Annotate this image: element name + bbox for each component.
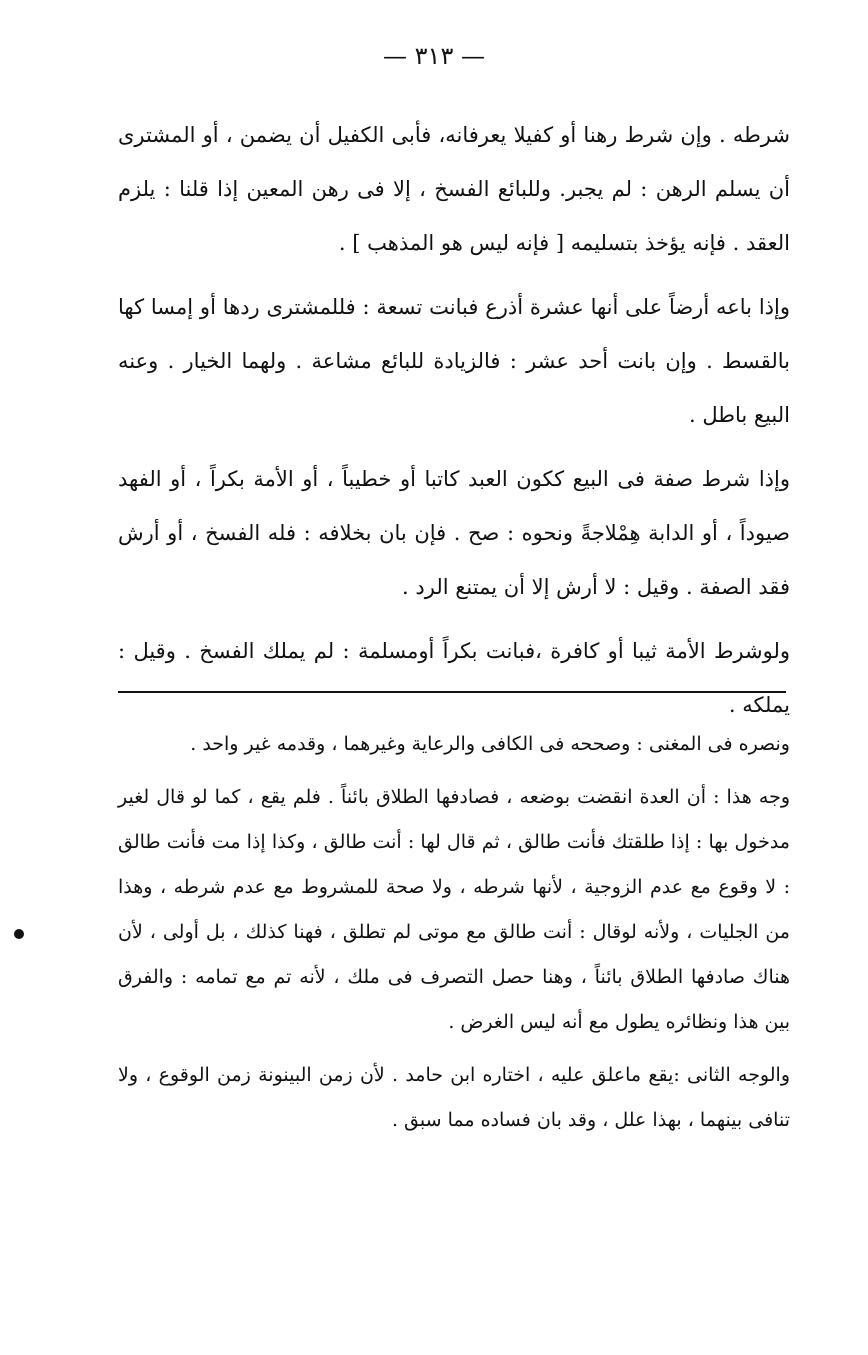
footnote-divider [118, 691, 786, 693]
footnote-body [118, 722, 790, 1151]
main-paragraph: شرطه . وإن شرط رهنا أو كفيلا يعرفانه، فأبى الكفيل أن يضمن ، أو المشترى أن يسلم الرهن : لم يجبر. وللبائع الفسخ ، إلا فى رهن المعين إذا قلنا : يلزم العقد . فإنه يؤخذ بتسليمه [ فإنه ليس هو المذهب ] . [118, 123, 790, 255]
footnote-paragraph: ونصره فى المغنى : وصححه فى الكافى والرعاية وغيرهما ، وقدمه غير واحد . [190, 733, 790, 755]
footnote-paragraph: والوجه الثانى :يقع ماعلق عليه ، اختاره ابن حامد . لأن زمن البينونة زمن الوقوع ، ولا تنافى بينهما ، بهذا علل ، وقد بان فساده مما سبق . [118, 1064, 790, 1131]
main-paragraph: ولوشرط الأمة ثيبا أو كافرة ،فبانت بكراً أومسلمة : لم يملك الفسخ . وقيل : يملكه . [118, 639, 790, 717]
margin-dot-mark [14, 929, 24, 939]
main-paragraph: وإذا شرط صفة فى البيع ككون العبد كاتبا أو خطيباً ، أو الأمة بكراً ، أو الفهد صيوداً ، أو الدابة هِمْلاجةً ونحوه : صح . فإن بان بخلافه : فله الفسخ ، أو أرش فقد الصفة . وقيل : لا أرش إلا أن يمتنع الرد . [118, 467, 790, 599]
main-text-body [118, 108, 790, 742]
main-paragraph: وإذا باعه أرضاً على أنها عشرة أذرع فبانت تسعة : فللمشترى ردها أو إمسا كها بالقسط . وإن بانت أحد عشر : فالزيادة للبائع مشاعة . ولهما الخيار . وعنه البيع باطل . [118, 295, 790, 427]
page-number: — ٣١٣ — [383, 42, 485, 70]
footnote-paragraph: وجه هذا : أن العدة انقضت بوضعه ، فصادفها الطلاق بائناً . فلم يقع ، كما لو قال لغير مدخول بها : إذا طلقتك فأنت طالق ، ثم قال لها : أنت طالق ، وكذا إذا مت فأنت طالق : لا وقوع مع عدم الزوجية ، لأنها شرطه ، ولا صحة للمشروط مع عدم شرطه ، وهذا من الجليات ، ولأنه لوقال : أنت طالق مع موتى لم تطلق ، فهنا كذلك ، بل أولى ، لأن هناك صادفها الطلاق بائناً ، وهنا حصل التصرف فى ملك ، لأنه تم مع تمامه : والفرق بين هذا ونظائره يطول مع أنه ليس الغرض . [118, 786, 790, 1033]
